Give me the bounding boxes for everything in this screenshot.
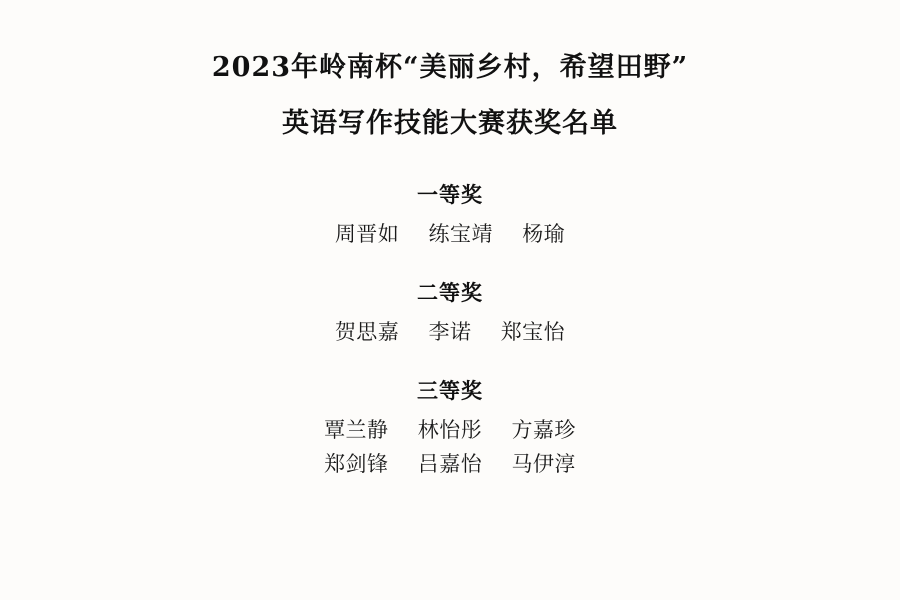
award-group-first-prize [0,180,900,252]
award-group-third-prize [0,376,900,482]
document-title-block [0,52,900,140]
winner-name: 周晋如 [334,222,400,247]
winner-name: 杨瑜 [522,222,566,247]
award-group-second-prize [0,278,900,350]
name-row [0,218,900,252]
title-line-1: 2023年岭南杯“美丽乡村，希望田野” [211,52,689,83]
award-label-third-prize: 三等奖 [417,377,483,403]
winner-name: 马伊淳 [511,451,576,476]
winner-name: 吕嘉怡 [417,451,483,476]
winner-name: 方嘉珍 [511,418,576,443]
winner-name: 郑宝怡 [500,320,566,345]
name-row [0,414,900,448]
winner-name: 郑剑锋 [324,451,389,476]
award-label-first-prize: 一等奖 [417,181,483,207]
award-label-second-prize: 二等奖 [417,279,483,305]
winner-name: 林怡彤 [417,418,483,443]
winner-name: 李诺 [428,320,472,345]
winner-name: 贺思嘉 [334,320,400,345]
award-list [0,180,900,482]
award-names-second-prize [0,316,900,350]
title-line-2: 英语写作技能大赛获奖名单 [282,107,618,139]
award-names-first-prize [0,218,900,252]
winner-name: 练宝靖 [428,222,493,247]
award-names-third-prize [0,414,900,481]
name-row [0,316,900,350]
name-row [0,448,900,482]
winner-name: 覃兰静 [324,418,389,443]
